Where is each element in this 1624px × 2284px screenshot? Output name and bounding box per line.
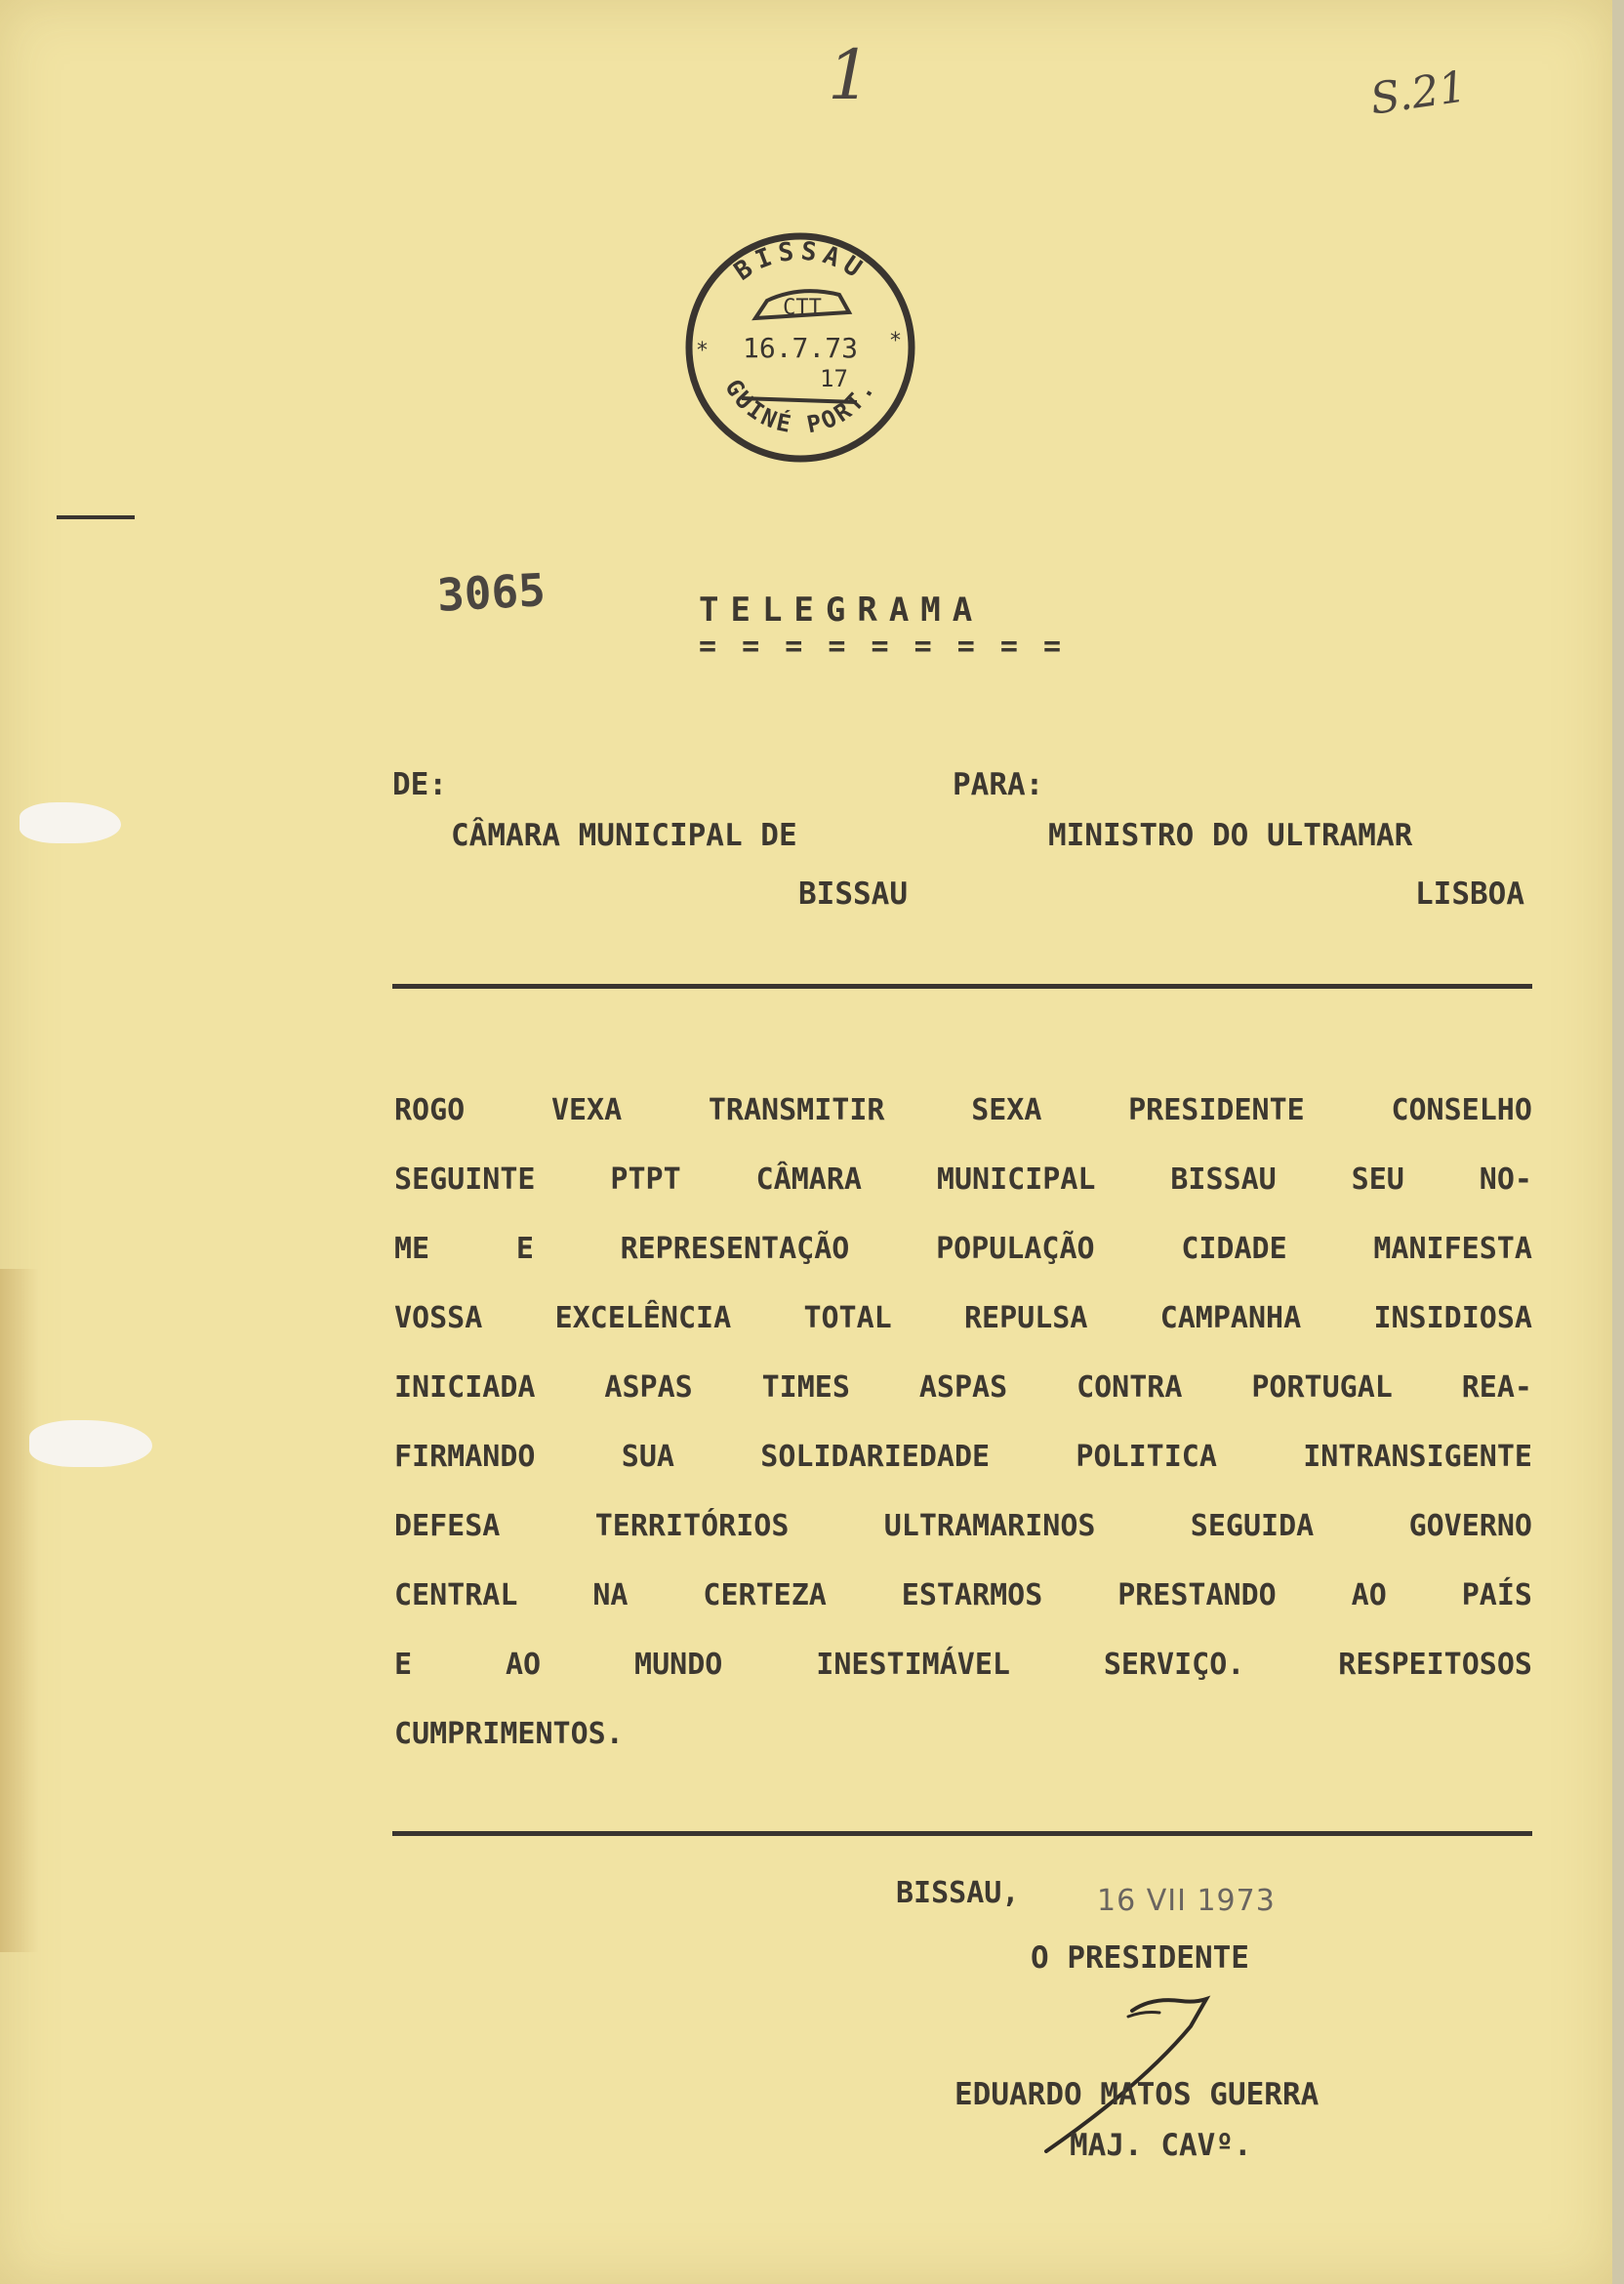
from-label: DE: [392,767,447,802]
body-line-5: INICIADA ASPAS TIMES ASPAS CONTRA PORTUGAL REA- [394,1370,1532,1405]
background-edge [1612,0,1624,2284]
body-line-2: SEGUINTE PTPT CÂMARA MUNICIPAL BISSAU SEU NO- [394,1162,1532,1197]
pencil-mark [57,515,135,519]
postmark-date: 16.7.73 [742,332,859,364]
body-line-10: CUMPRIMENTOS. [394,1717,624,1751]
paper-stain [0,1269,39,1952]
signer-rank: MAJ. CAVº. [1070,2128,1252,2163]
to-line-1: MINISTRO DO ULTRAMAR [1048,818,1413,853]
to-line-2: LISBOA [1415,877,1524,912]
from-line-2: BISSAU [798,877,908,912]
document-number: 3065 [435,563,548,622]
postmark-hour: 17 [820,365,848,392]
postmark-stamp [683,230,917,465]
body-line-7: DEFESA TERRITÓRIOS ULTRAMARINOS SEGUIDA GOVERNO [394,1509,1532,1543]
header-divider [392,984,1532,989]
svg-text:GUINÉ PORT. [719,375,881,439]
from-line-1: CÂMARA MUNICIPAL DE [451,818,797,853]
reference-mark: S.21 [1366,61,1470,125]
body-line-8: CENTRAL NA CERTEZA ESTARMOS PRESTANDO AO PAÍS [394,1578,1532,1612]
body-line-9: E AO MUNDO INESTIMÁVEL SERVIÇO. RESPEITOSOS [394,1648,1532,1682]
postmark-bottom-text: GUINÉ PORT. [719,374,881,439]
postmark-star-right: * [890,329,901,353]
punch-hole-bottom [29,1420,152,1467]
signer-name: EDUARDO MATOS GUERRA [954,2077,1320,2112]
document-title: TELEGRAMA [699,591,985,630]
footer-date-stamp: 16 VII 1973 [1097,1884,1276,1918]
to-label: PARA: [953,767,1044,802]
folio-number: 1 [828,35,872,115]
postmark-top-text: BISSAU [729,236,872,287]
title-underline: = = = = = = = = = [699,630,1066,664]
footer-divider [392,1831,1532,1836]
postmark-center-text: CTT [783,296,822,320]
signer-role: O PRESIDENTE [1031,1940,1249,1976]
body-line-6: FIRMANDO SUA SOLIDARIEDADE POLITICA INTRANSIGENTE [394,1440,1532,1474]
postmark-star-left: * [697,339,708,363]
punch-hole-top [20,802,121,843]
body-line-4: VOSSA EXCELÊNCIA TOTAL REPULSA CAMPANHA INSIDIOSA [394,1301,1532,1335]
footer-place: BISSAU, [896,1876,1020,1910]
body-line-3: ME E REPRESENTAÇÃO POPULAÇÃO CIDADE MANIFESTA [394,1232,1532,1266]
body-line-1: ROGO VEXA TRANSMITIR SEXA PRESIDENTE CONSELHO [394,1093,1532,1127]
